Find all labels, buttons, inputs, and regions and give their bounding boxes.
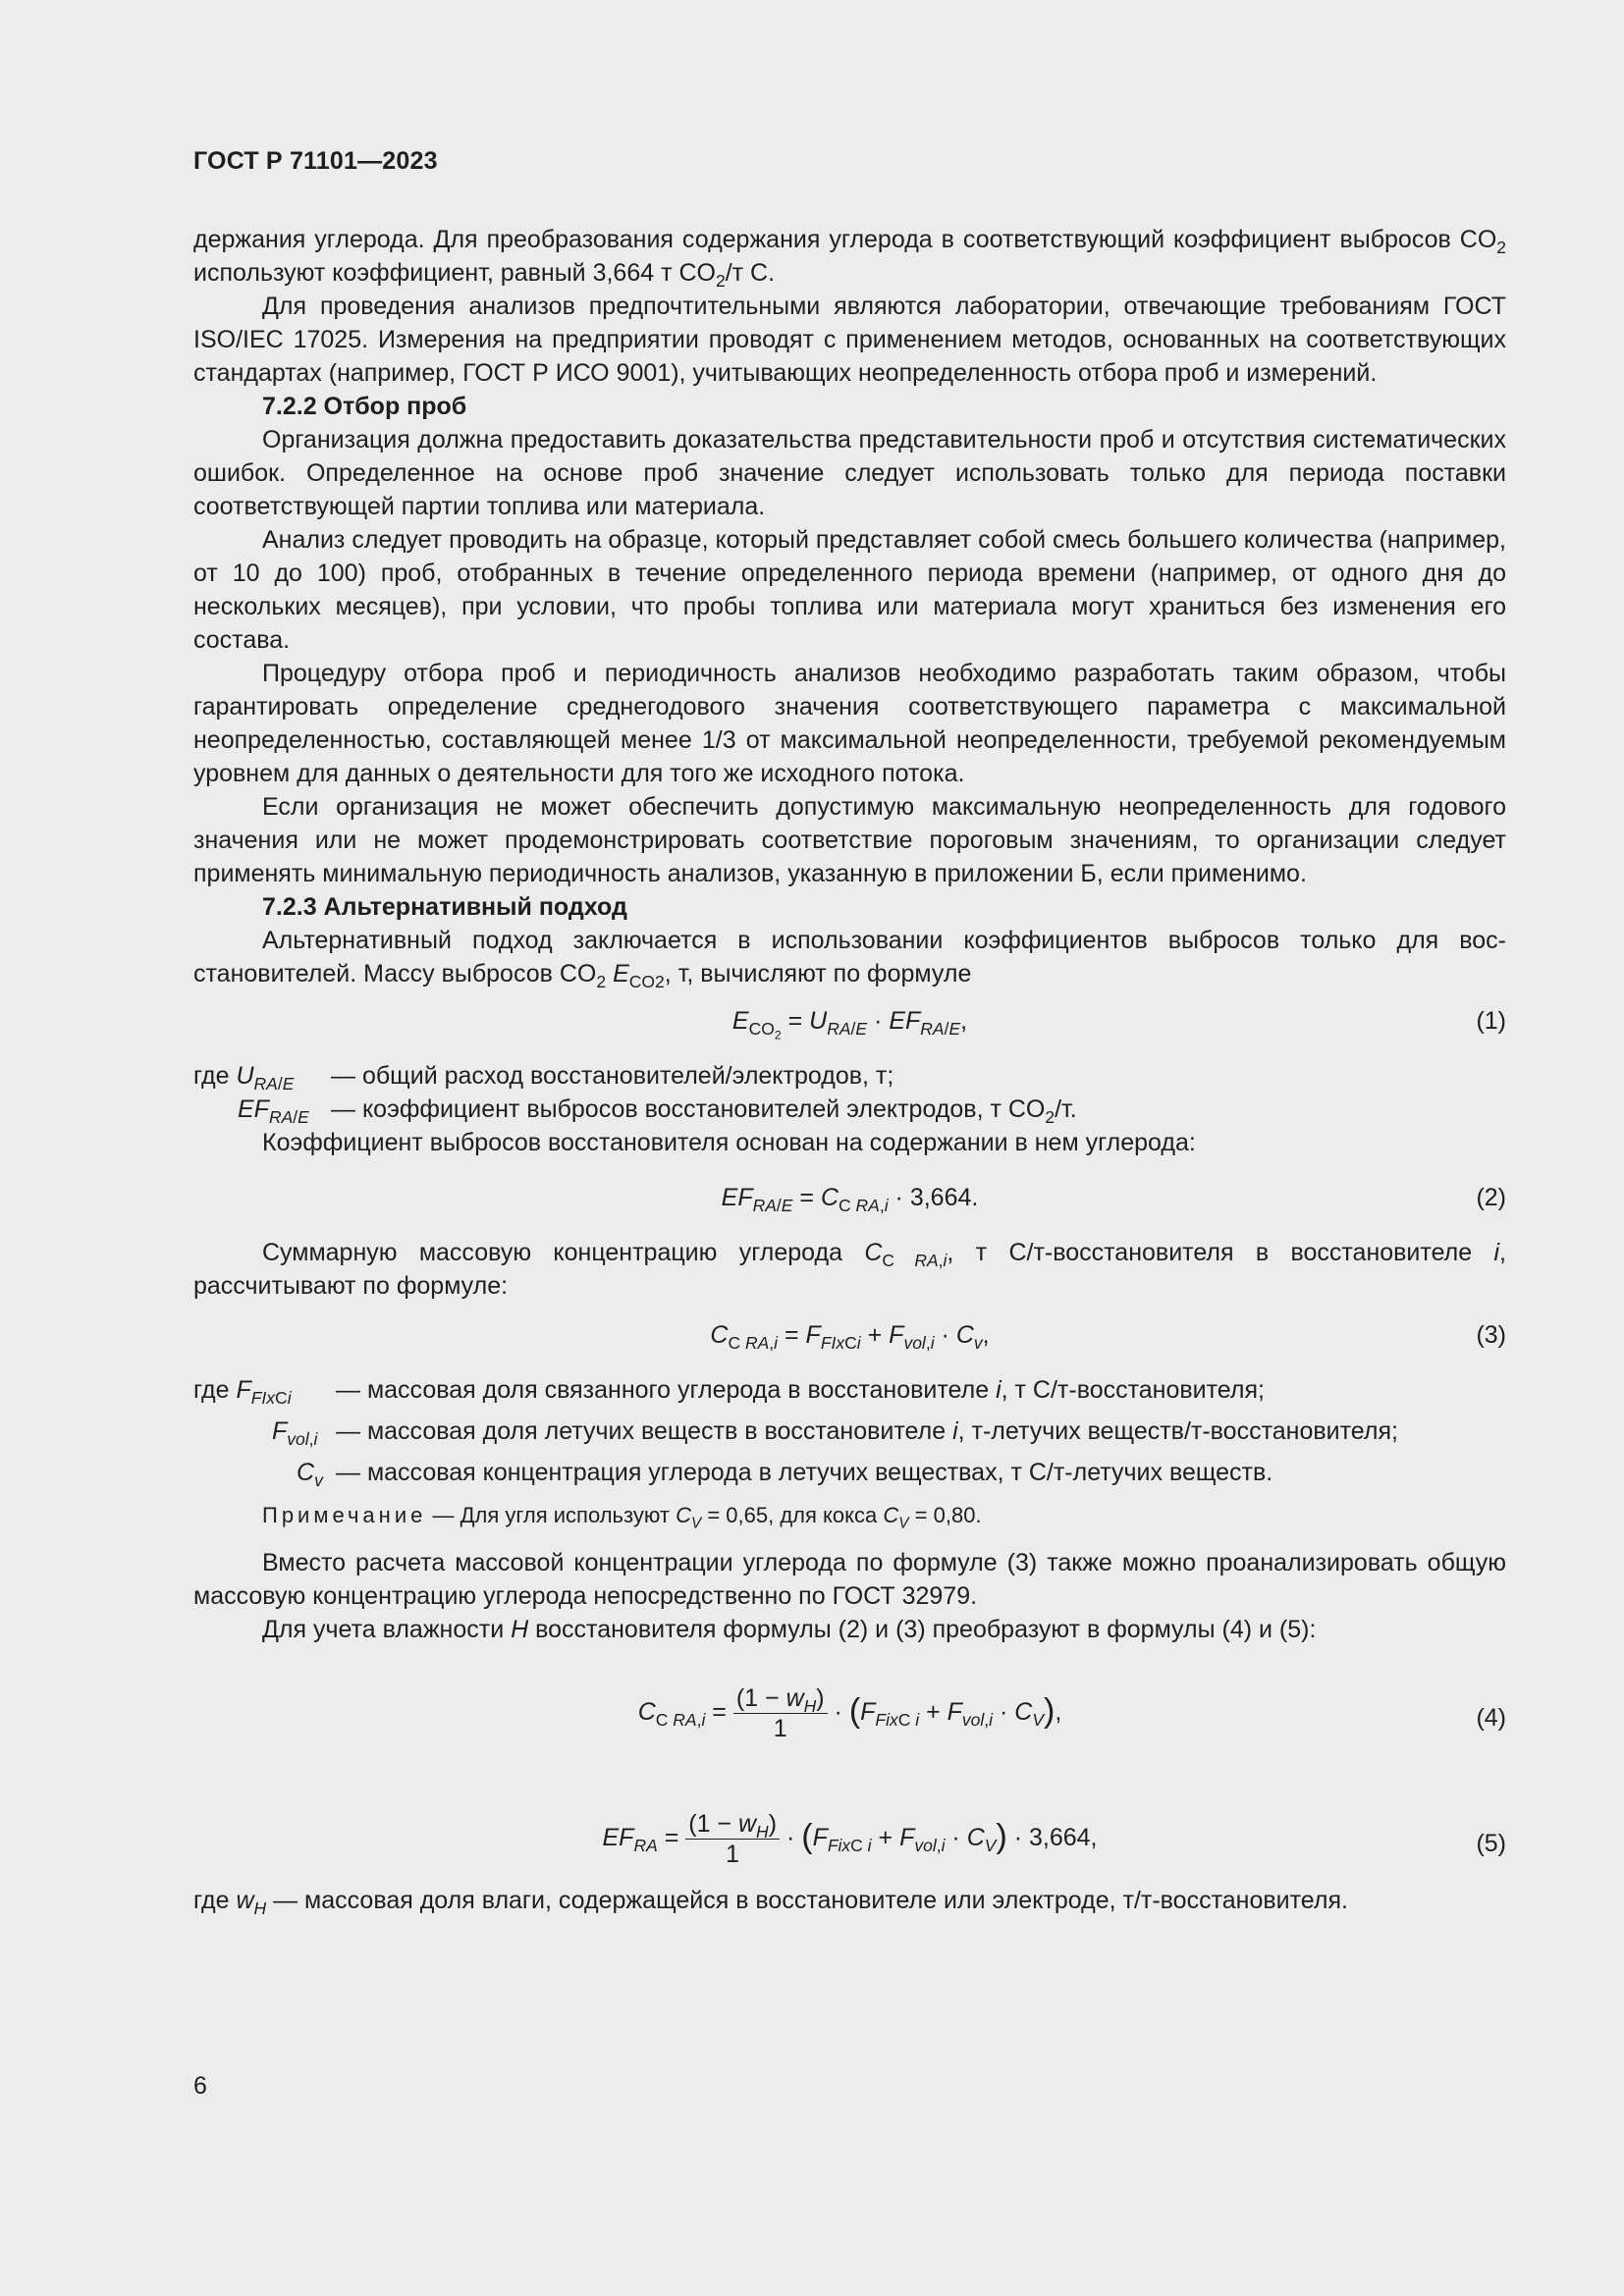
paragraph: Для учета влажности H восстановителя формулы (2) и (3) преобразуют в формулы (4) и (5): xyxy=(262,1616,1317,1643)
paragraph: Анализ следует проводить на образце, который представляет собой смесь большего количества (например, от 10 до 100) проб, отобранных в течение определенного периода времени (например, от одного дня до нескольких месяцев), при условии, что пробы топлива или материала могут храниться без изменения его состава. xyxy=(193,526,1506,654)
note: Примечание — Для угля используют $C_V = 0,65$, для кокса $C_V = 0,80$. xyxy=(262,1503,982,1532)
definition-line: где $U_{RA/E}$ — общий расход восстановителей/электродов, т; xyxy=(193,1062,894,1095)
formula-5: $EF_{RA}$ = $\frac{(1 - w_H)}{1}$ · $(F_{FixC i} + F_{vol,i} \cdot C_V) \cdot 3,664$, (5) xyxy=(602,1810,1506,1868)
formula-3: $C_{C RA,i} = F_{FIxCi} + F_{vol,i} \cdot C_v$, (3) xyxy=(193,1318,1506,1352)
paragraph: Суммарную массовую концентрацию углерода $C_{C RA,i}$, т C/т-восстановителя в восстановителе i, рассчитывают по формуле: xyxy=(193,1239,1506,1300)
definition-line: $EF_{RA/E}$ — коэффициент выбросов восстановителей электродов, т $CO_2/т$. xyxy=(238,1095,1077,1128)
definition-line: где $w_H$ — массовая доля влаги, содержащейся в восстановителе или электроде, т/т-восстановителя. xyxy=(193,1887,1348,1919)
paragraph: Для проведения анализов предпочтительными являются лаборатории, отвечающие требованиям ГОСТ ISO/IEC 17025. Измерения на предприятии проводят с применением методов, основанных на соответствующих стандартах (например, ГОСТ Р ИСО 9001), учитывающих неопределенность отбора проб и измерений. xyxy=(193,293,1506,387)
section-heading-7-2-3: 7.2.3 Альтернативный подход xyxy=(262,893,627,921)
paragraph: Альтернативный подход заключается в использовании коэффициентов выбросов только для восстановителей. Массу выбросов $CO_2$ $E_{CO2}$, т, вычисляют по формуле xyxy=(193,927,1506,992)
paragraph: Вместо расчета массовой концентрации углерода по формуле (3) также можно проанализировать общую массовую концентрацию углерода непосредственно по ГОСТ 32979. xyxy=(193,1549,1506,1610)
paragraph: держания углерода. Для преобразования содержания углерода в соответствующий коэффициент выбросов $CO_2$ используют коэффициент, равный 3,664 т $CO_2/т$ C. xyxy=(193,226,1506,292)
formula-number: (5) xyxy=(1476,1830,1506,1857)
paragraph: Организация должна предоставить доказательства представительности проб и отсутствия систематических ошибок. Определенное на основе проб значение следует использовать только для периода поставки соответствующей партии топлива или материала. xyxy=(193,426,1506,520)
formula-2: $EF_{RA/E} = C_{C RA,i} \cdot 3,664$. (2) xyxy=(193,1181,1506,1214)
paragraph: Если организация не может обеспечить допустимую максимальную неопределенность для годового значения или не может продемонстрировать соответствие пороговым значениям, то организации следует применять минимальную периодичность анализов, указанную в приложении Б, если применимо. xyxy=(193,793,1506,887)
paragraph: Процедуру отбора проб и периодичность анализов необходимо разработать таким образом, чтобы гарантировать определение среднегодового значения соответствующего параметра с максимальной неопределенностью, составляющей менее 1/3 от максимальной неопределенности, требуемой рекомендуемым уровнем для данных о деятельности для того же исходного потока. xyxy=(193,660,1506,787)
formula-1: $E_{CO_2} = U_{RA/E} \cdot EF_{RA/E}$, (1) xyxy=(193,1004,1506,1038)
formula-number: (2) xyxy=(1476,1184,1506,1211)
formula-number: (4) xyxy=(1476,1704,1506,1732)
formula-number: (1) xyxy=(1476,1007,1506,1035)
definition-line: где $F_{FIxCi}$ — массовая доля связанного углерода в восстановителе i, т C/т-восстановителя; xyxy=(193,1376,1265,1409)
paragraph: Коэффициент выбросов восстановителя основан на содержании в нем углерода: xyxy=(262,1129,1196,1156)
page-header: ГОСТ Р 71101—2023 xyxy=(193,147,438,175)
formula-number: (3) xyxy=(1476,1321,1506,1349)
definition-line: $F_{vol,i}$ — массовая доля летучих веществ в восстановителе i, т-летучих веществ/т-восстановителя; xyxy=(272,1417,1398,1450)
page-number: 6 xyxy=(193,2072,207,2100)
formula-4: $C_{C RA,i}$ = $\frac{(1 - w_H)}{1}$ · $(F_{FixC i} + F_{vol,i} \cdot C_V)$, (4) xyxy=(637,1684,1506,1742)
section-heading-7-2-2: 7.2.2 Отбор проб xyxy=(262,393,467,420)
definition-line: $C_v$ — массовая концентрация углерода в летучих веществах, т C/т-летучих веществ. xyxy=(297,1459,1273,1491)
page-content xyxy=(193,223,1506,1917)
